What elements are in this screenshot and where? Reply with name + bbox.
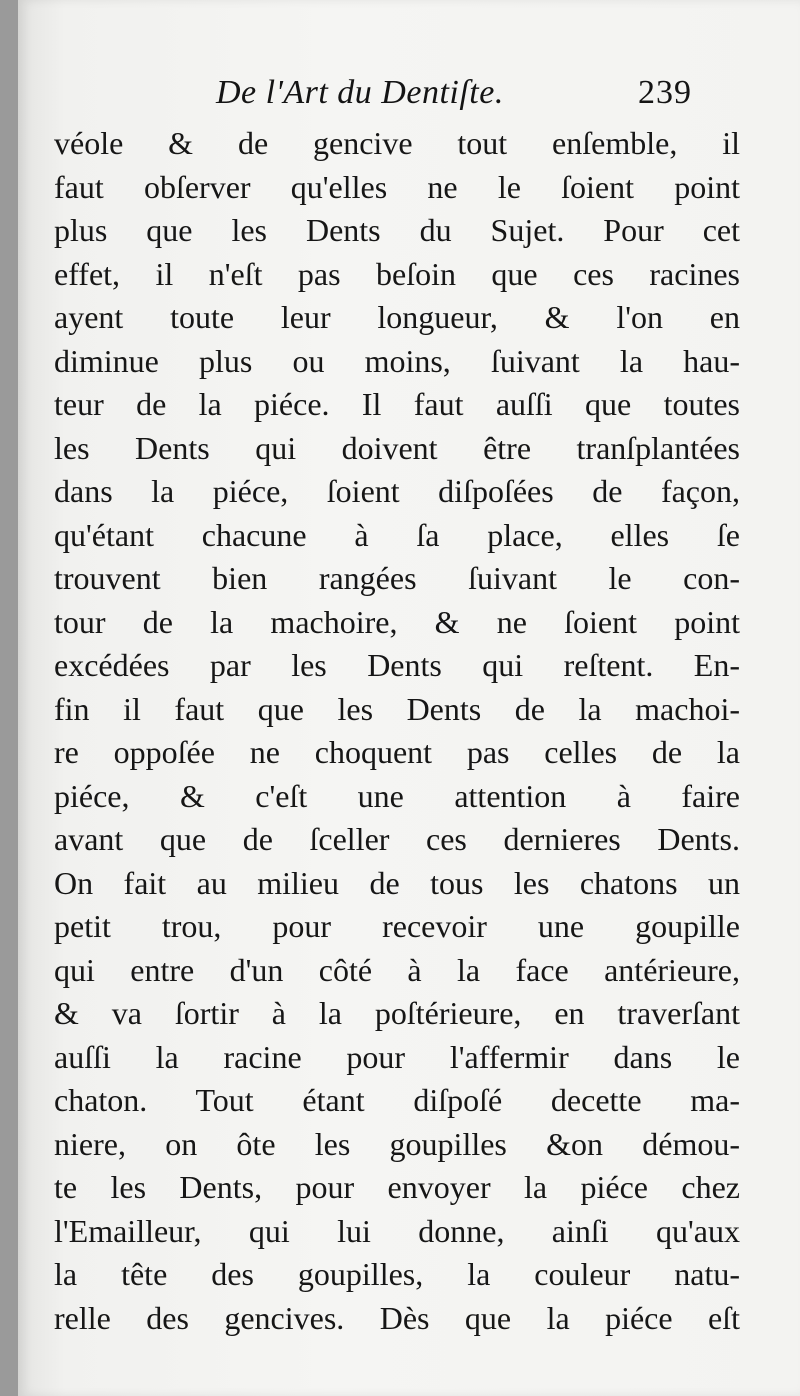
text-line: fin il faut que les Dents de la machoi- — [54, 690, 740, 727]
text-line: piéce, & c'eſt une attention à faire — [54, 777, 740, 814]
text-line: avant que de ſceller ces dernieres Dents. — [54, 821, 740, 857]
text-line: relle des gencives. Dès que la piéce eſt — [54, 1299, 740, 1336]
text-line: la tête des goupilles, la couleur natu- — [54, 1256, 740, 1292]
text-line: effet, il n'eſt pas beſoin que ces racines — [54, 255, 740, 292]
text-line: qui entre d'un côté à la face antérieure, — [54, 951, 740, 988]
book-page — [18, 0, 800, 1396]
text-line: véole & de gencive tout enſemble, il — [54, 125, 740, 161]
text-line: excédées par les Dents qui reſtent. En- — [54, 647, 740, 683]
text-line: On fait au milieu de tous les chatons un — [54, 864, 740, 901]
text-line: plus que les Dents du Sujet. Pour cet — [54, 212, 740, 248]
text-line: petit trou, pour recevoir une goupille — [54, 908, 740, 944]
page-header — [18, 74, 800, 120]
text-line: les Dents qui doivent être tranſplantées — [54, 429, 740, 466]
text-line: tour de la machoire, & ne ſoient point — [54, 603, 740, 640]
text-line: & va ſortir à la poſtérieure, en traverſant — [54, 995, 740, 1031]
text-line: auſſi la racine pour l'affermir dans le — [54, 1038, 740, 1075]
text-line: re oppoſée ne choquent pas celles de la — [54, 734, 740, 770]
text-line: niere, on ôte les goupilles &on démou- — [54, 1125, 740, 1162]
text-line: chaton. Tout étant diſpoſé decette ma- — [54, 1082, 740, 1118]
text-line: trouvent bien rangées ſuivant le con- — [54, 560, 740, 596]
running-title: De l'Art du Dentiſte. — [216, 74, 504, 111]
text-line: l'Emailleur, qui lui donne, ainſi qu'aux — [54, 1212, 740, 1249]
page-number: 239 — [638, 74, 692, 111]
text-line: diminue plus ou moins, ſuivant la hau- — [54, 342, 740, 379]
body-text — [54, 122, 740, 1340]
text-line: faut obſerver qu'elles ne le ſoient point — [54, 168, 740, 205]
text-line: qu'étant chacune à ſa place, elles ſe — [54, 516, 740, 553]
text-line: teur de la piéce. Il faut auſſi que toutes — [54, 386, 740, 422]
text-line: ayent toute leur longueur, & l'on en — [54, 299, 740, 335]
text-line: te les Dents, pour envoyer la piéce chez — [54, 1169, 740, 1205]
text-line: dans la piéce, ſoient diſpoſées de façon, — [54, 473, 740, 509]
